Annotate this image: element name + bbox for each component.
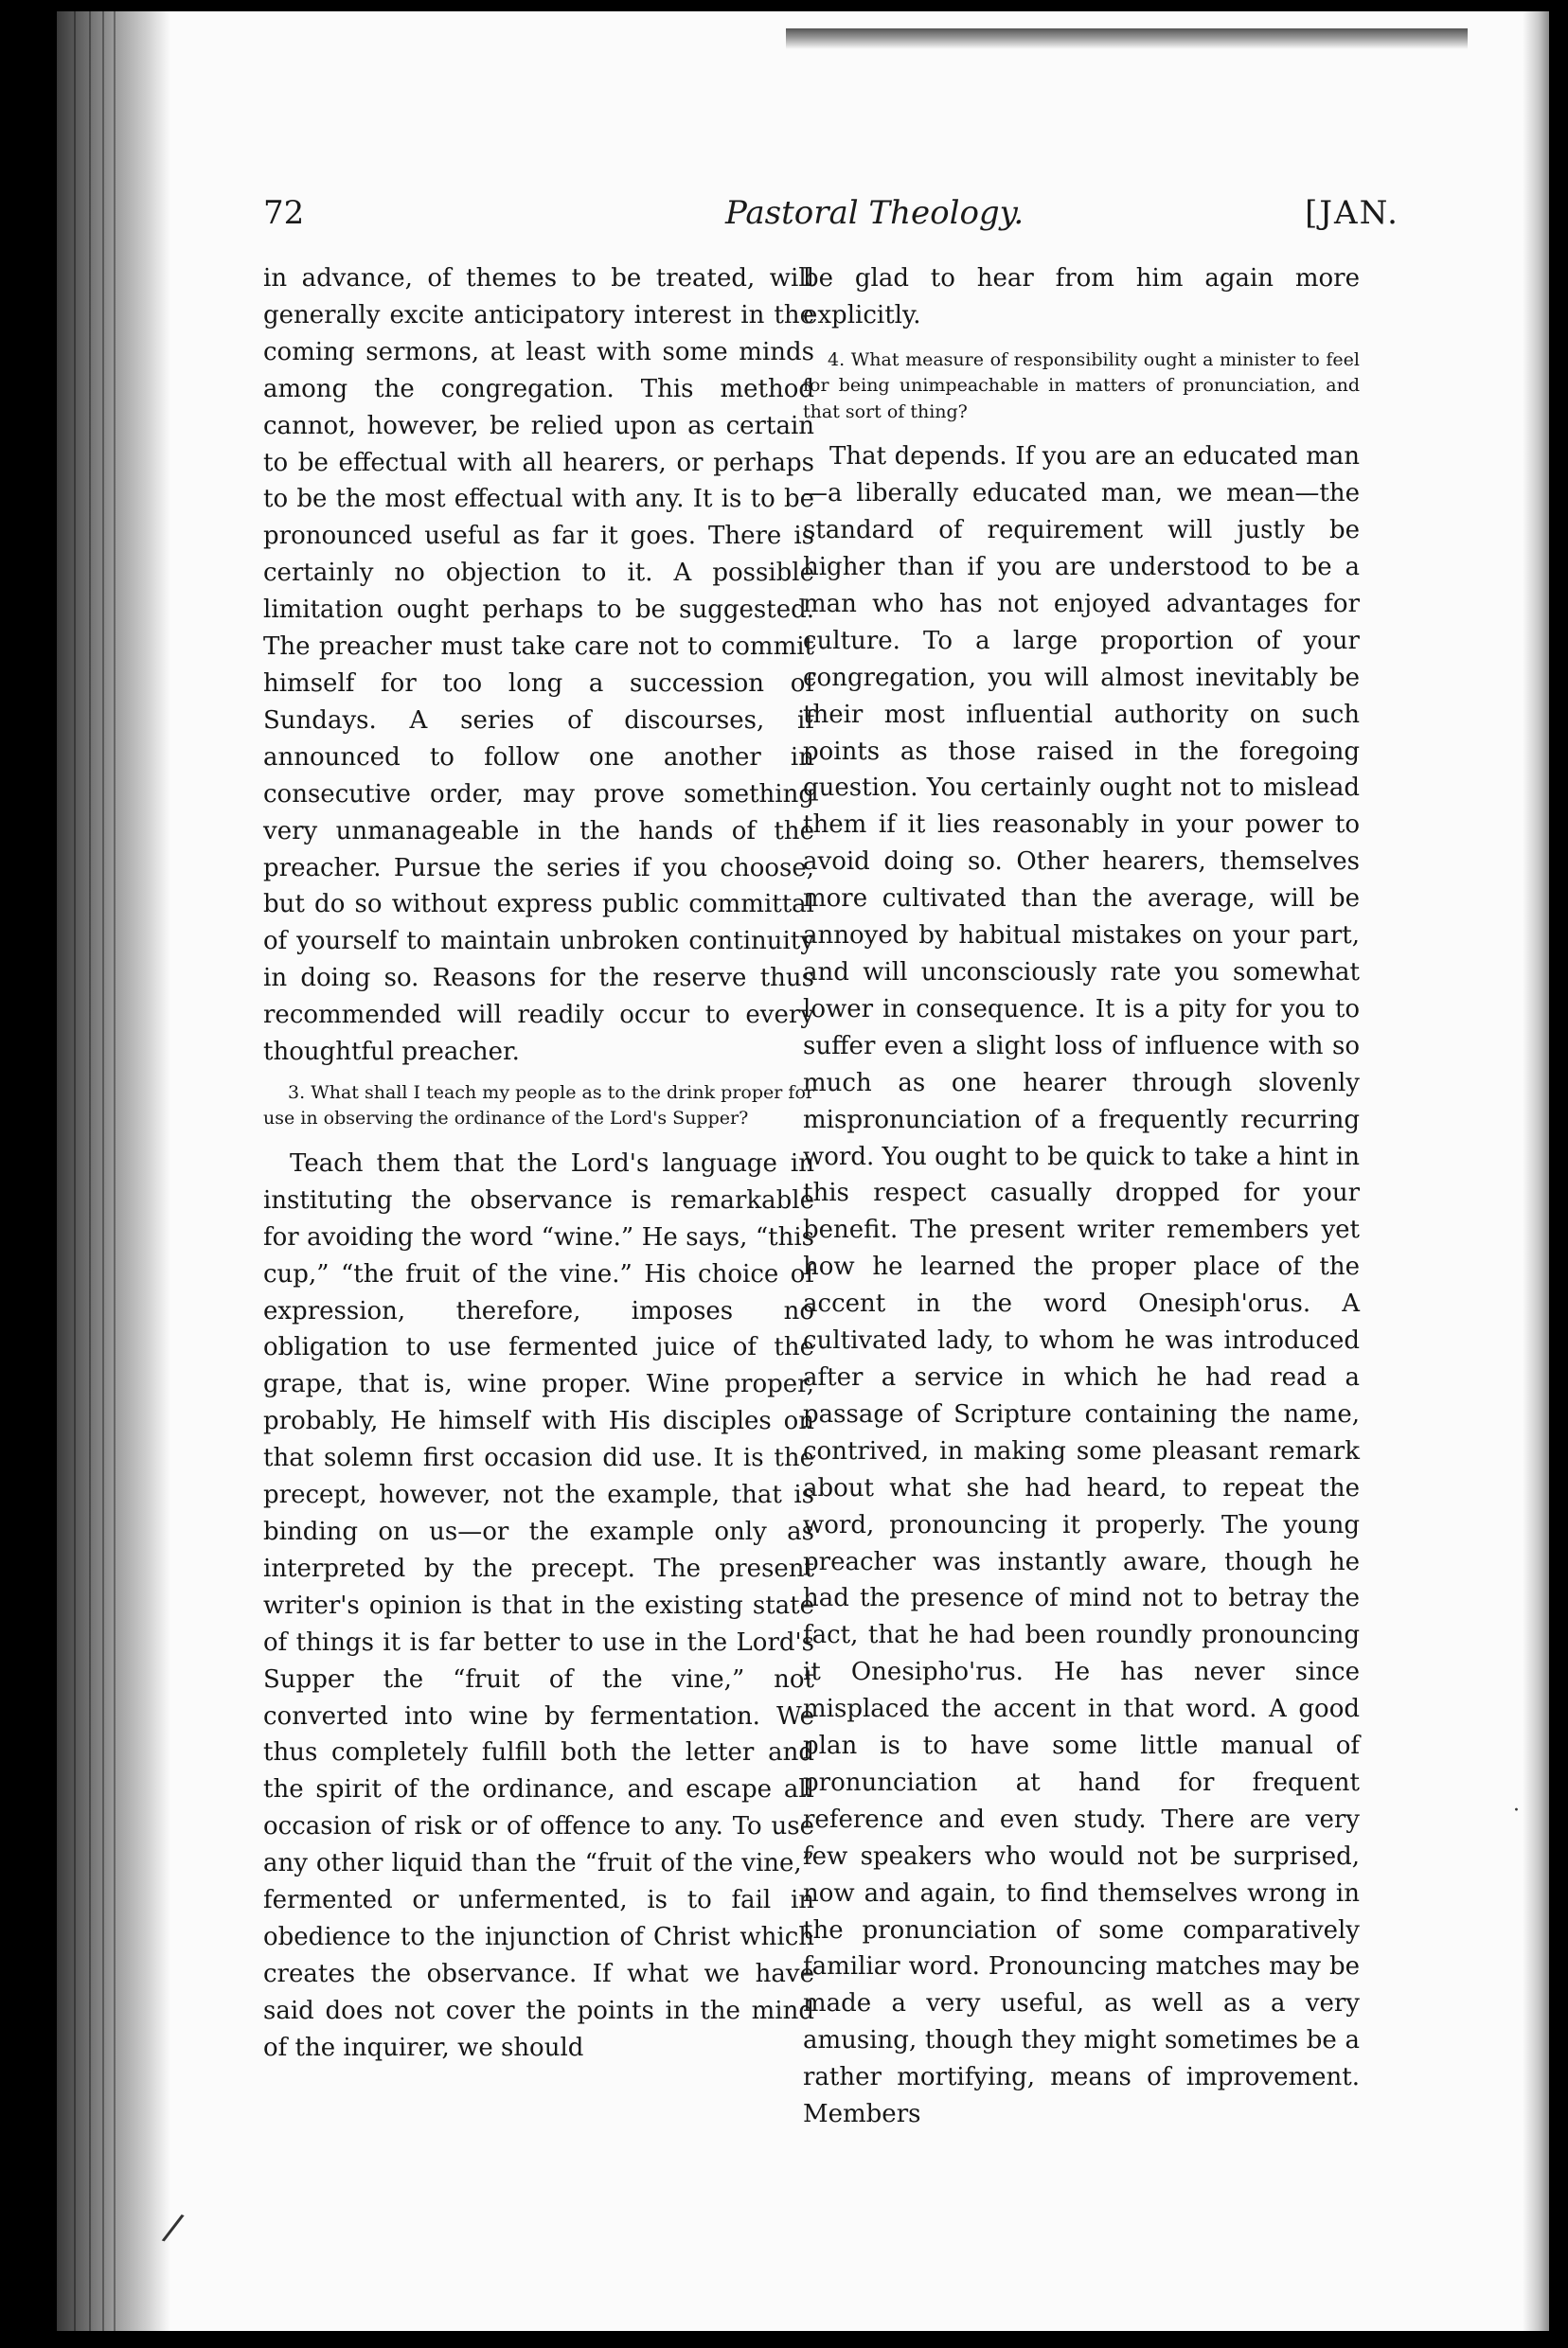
- running-month: [JAN.: [1305, 194, 1399, 232]
- left-column: [263, 260, 814, 2067]
- answer-3: Teach them that the Lord's language in instituting the observance is remarkable for avoiding the word “wine.” He says, “this cup,” “the fruit of the vine.” His choice of expression, therefore, imposes no obligation to use fermented juice of the grape, that is, wine proper. Wine proper, probably, He himself with His disciples on that solemn first occasion did use. It is the precept, however, not the example, that is binding on us—or the example only as interpreted by the precept. The present writer's opinion is that in the existing state of things it is far better to use in the Lord's Supper the “fruit of the vine,” not converted into wine by fermentation. We thus completely fulfill both the letter and the spirit of the ordinance, and escape all occasion of risk or of offence to any. To use any other liquid than the “fruit of the vine,” fermented or unfermented, is to fail in obedience to the injunction of Christ which creates the observance. If what we have said does not cover the points in the mind of the inquirer, we should: [263, 1148, 814, 2062]
- top-edge-smudge: [786, 28, 1468, 49]
- page-number: 72: [263, 194, 305, 232]
- paragraph-continued: in advance, of themes to be treated, will generally excite anticipatory interest in the coming sermons, at least with some minds among the congregation. This method cannot, however, be relied upon as certain to be effectual with all hearers, or perhaps to be the most effectual with any. It is to be pronounced useful as far it goes. There is certainly no objection to it. A possible limitation ought perhaps to be suggested. The preacher must take care not to commit himself for too long a succession of Sundays. A series of discourses, if announced to follow one another in consecutive order, may prove something very unmanageable in the hands of the preacher. Pursue the series if you choose, but do so without express public committal of yourself to maintain unbroken continuity in doing so. Reasons for the reserve thus recommended will readily occur to every thoughtful preacher.: [263, 264, 814, 1067]
- book-spine-shadow: [57, 11, 170, 2331]
- scan-mark: /: [159, 2205, 187, 2250]
- question-3: 3. What shall I teach my people as to the drink proper for use in observing the ordinance of the Lord's Supper?: [263, 1081, 814, 1130]
- question-4: 4. What measure of responsibility ought a minister to feel for being unimpeachable in matters of pronunciation, and that sort of thing?: [803, 348, 1360, 422]
- scan-dot: ·: [1513, 1799, 1520, 1823]
- right-column: [803, 260, 1360, 2133]
- running-title: Pastoral Theology.: [725, 194, 1025, 232]
- page-right-edge: [1523, 11, 1549, 2331]
- answer-3-continued: be glad to hear from him again more explicitly.: [803, 264, 1360, 329]
- answer-4: That depends. If you are an educated man—a liberally educated man, we mean—the standard of requirement will justly be higher than if you are understood to be a man who has not enjoyed advantages for culture. To a large proportion of your congregation, you will almost inevitably be their most influential authority on such points as those raised in the foregoing question. You certainly ought not to mislead them if it lies reasonably in your power to avoid doing so. Other hearers, themselves more cultivated than the average, will be annoyed by habitual mistakes on your part, and will unconsciously rate you somewhat lower in consequence. It is a pity for you to suffer even a slight loss of influence with so much as one hearer through slovenly mispronunciation of a frequently recurring word. You ought to be quick to take a hint in this respect casually dropped for your benefit. The present writer remembers yet how he learned the proper place of the accent in the word Onesiph'orus. A cultivated lady, to whom he was introduced after a service in which he had read a passage of Scripture containing the name, contrived, in making some pleasant remark about what she had heard, to repeat the word, pronouncing it properly. The young preacher was instantly aware, though he had the presence of mind not to betray the fact, that he had been roundly pronouncing it Onesipho'rus. He has never since misplaced the accent in that word. A good plan is to have some little manual of pronunciation at hand for frequent reference and even study. There are very few speakers who would not be surprised, now and again, to find themselves wrong in the pronunciation of some comparatively familiar word. Pronouncing matches may be made a very useful, as well as a very amusing, though they might sometimes be a rather mortifying, means of improvement. Members: [803, 442, 1360, 2129]
- running-header: [263, 194, 1399, 251]
